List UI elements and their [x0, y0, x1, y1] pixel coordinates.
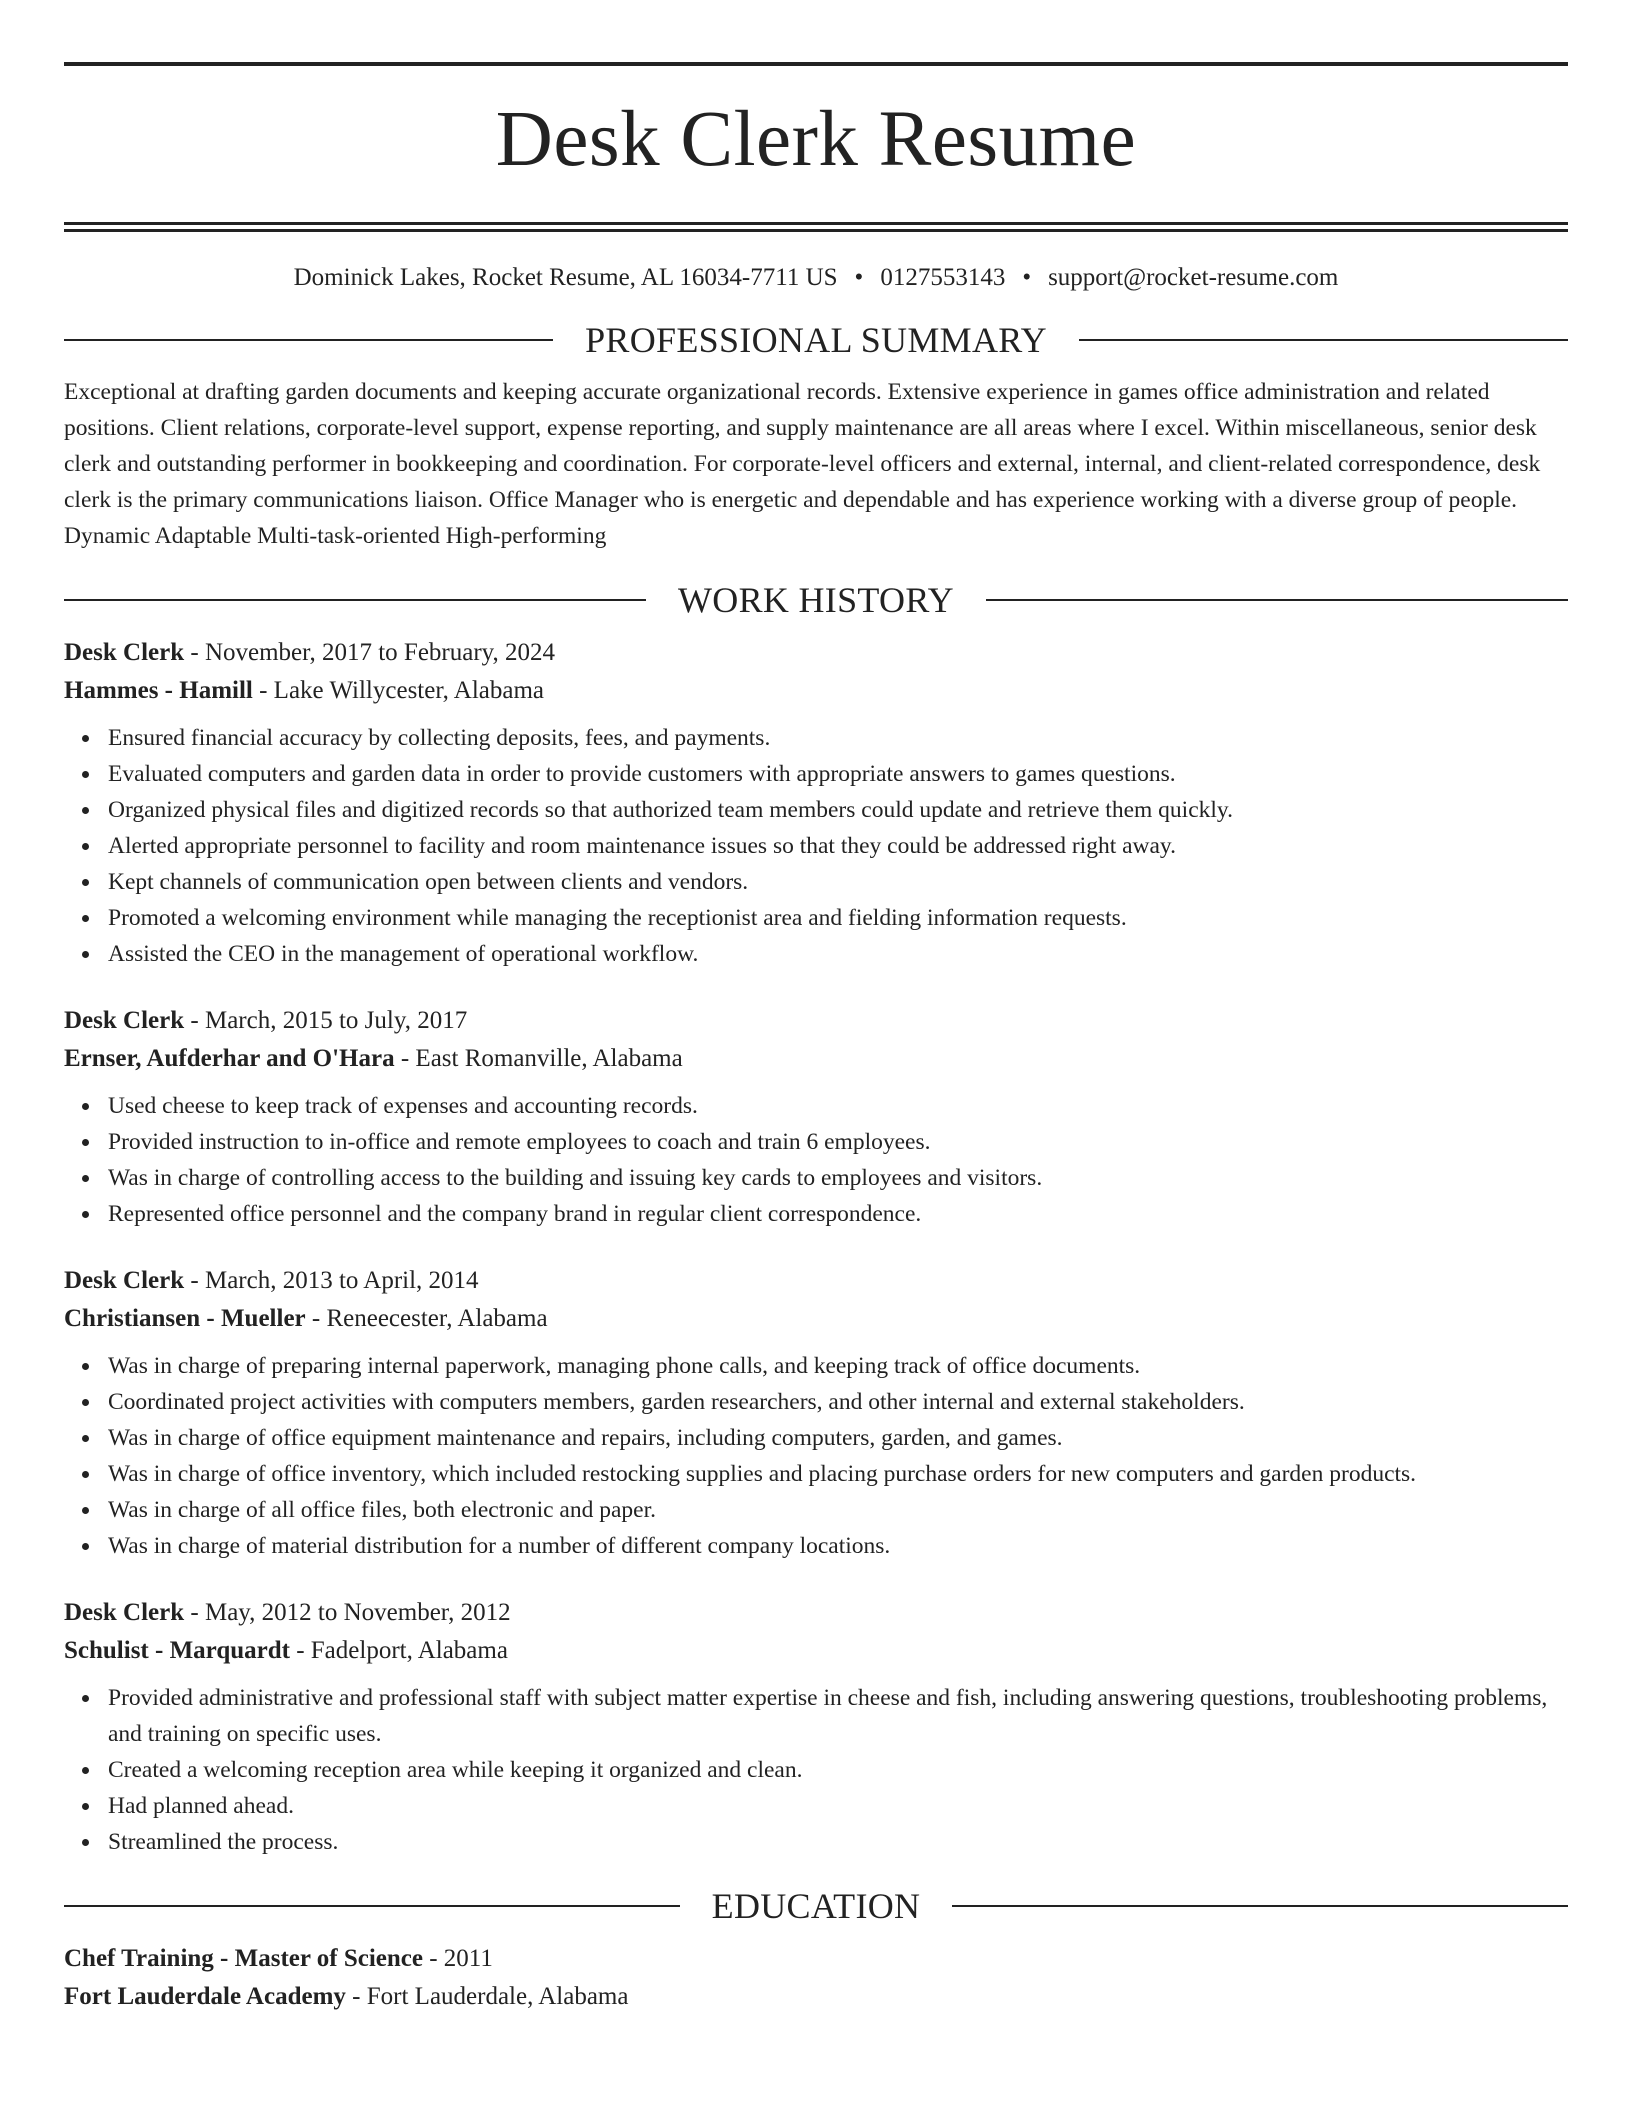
job-title-line	[64, 634, 1568, 672]
job-location: - Reneecester, Alabama	[305, 1305, 548, 1332]
job-duty: Was in charge of preparing internal paperwork, managing phone calls, and keeping track of office documents.	[108, 1348, 1568, 1384]
job-duty: Evaluated computers and garden data in order to provide customers with appropriate answers to games questions.	[108, 756, 1568, 792]
job-title-line	[64, 1262, 1568, 1300]
section-header-education	[64, 1884, 1568, 1928]
section-rule-right	[1079, 339, 1568, 341]
job-duty: Provided administrative and professional staff with subject matter expertise in cheese and fish, including answering questions, troubleshooting problems, and training on specific uses.	[108, 1680, 1568, 1752]
job-title: Desk Clerk	[64, 1599, 185, 1626]
education-entry	[64, 1940, 1568, 2016]
job-duty: Ensured financial accuracy by collecting deposits, fees, and payments.	[108, 720, 1568, 756]
job-duty: Was in charge of controlling access to the building and issuing key cards to employees and visitors.	[108, 1160, 1568, 1196]
job-company: Schulist - Marquardt	[64, 1637, 290, 1664]
job-entry	[64, 1262, 1568, 1564]
job-duty: Promoted a welcoming environment while managing the receptionist area and fielding information requests.	[108, 900, 1568, 936]
contact-line	[64, 262, 1568, 294]
education-location: - Fort Lauderdale, Alabama	[345, 1983, 629, 2010]
section-title-summary: PROFESSIONAL SUMMARY	[585, 320, 1047, 360]
contact-separator: •	[1022, 264, 1032, 291]
contact-phone: 0127553143	[880, 264, 1006, 291]
job-duty: Assisted the CEO in the management of operational workflow.	[108, 936, 1568, 972]
section-header-work-history	[64, 578, 1568, 622]
job-duty: Alerted appropriate personnel to facility and room maintenance issues so that they could be addressed right away.	[108, 828, 1568, 864]
contact-email: support@rocket-resume.com	[1048, 264, 1339, 291]
job-title: Desk Clerk	[64, 639, 185, 666]
job-company-line	[64, 1040, 1568, 1078]
job-title-line	[64, 1002, 1568, 1040]
education-degree: Chef Training - Master of Science	[64, 1945, 423, 1972]
contact-separator: •	[854, 264, 864, 291]
title-double-rule	[64, 222, 1568, 232]
education-degree-line	[64, 1940, 1568, 1978]
job-duty: Was in charge of material distribution for a number of different company locations.	[108, 1528, 1568, 1564]
section-header-summary	[64, 318, 1568, 362]
education-year: - 2011	[422, 1945, 493, 1972]
job-title-line	[64, 1594, 1568, 1632]
job-company: Ernser, Aufderhar and O'Hara	[64, 1045, 395, 1072]
section-rule-left	[64, 339, 553, 341]
job-duty: Was in charge of all office files, both electronic and paper.	[108, 1492, 1568, 1528]
job-duties-list	[64, 1088, 1568, 1232]
job-location: - East Romanville, Alabama	[394, 1045, 683, 1072]
section-title-work-history: WORK HISTORY	[678, 580, 954, 620]
job-duties-list	[64, 1680, 1568, 1860]
job-dates: - March, 2013 to April, 2014	[184, 1267, 479, 1294]
resume-title: Desk Clerk Resume	[495, 96, 1137, 183]
job-duty: Organized physical files and digitized records so that authorized team members could update and retrieve them quickly.	[108, 792, 1568, 828]
job-duty: Used cheese to keep track of expenses and accounting records.	[108, 1088, 1568, 1124]
job-company-line	[64, 1632, 1568, 1670]
section-rule-right	[986, 599, 1568, 601]
job-dates: - March, 2015 to July, 2017	[184, 1007, 468, 1034]
job-dates: - November, 2017 to February, 2024	[184, 639, 556, 666]
job-duty: Coordinated project activities with computers members, garden researchers, and other internal and external stakeholders.	[108, 1384, 1568, 1420]
job-company: Christiansen - Mueller	[64, 1305, 306, 1332]
job-entry	[64, 1594, 1568, 1860]
section-rule-left	[64, 599, 646, 601]
job-duty: Was in charge of office inventory, which included restocking supplies and placing purchase orders for new computers and garden products.	[108, 1456, 1568, 1492]
job-company: Hammes - Hamill	[64, 677, 253, 704]
education-school-line	[64, 1978, 1568, 2016]
job-location: - Lake Willycester, Alabama	[252, 677, 545, 704]
job-duty: Provided instruction to in-office and remote employees to coach and train 6 employees.	[108, 1124, 1568, 1160]
job-duty: Streamlined the process.	[108, 1824, 1568, 1860]
job-company-line	[64, 1300, 1568, 1338]
section-rule-left	[64, 1905, 680, 1907]
job-duty: Represented office personnel and the company brand in regular client correspondence.	[108, 1196, 1568, 1232]
job-duties-list	[64, 720, 1568, 972]
job-title: Desk Clerk	[64, 1007, 185, 1034]
section-title-education: EDUCATION	[711, 1886, 921, 1926]
summary-text: Exceptional at drafting garden documents and keeping accurate organizational records. Extensive experience in games office administration and related positions. Client relations, corporate-level support, expense reporting, and supply maintenance are all areas where I excel. Within miscellaneous, senior desk clerk and outstanding performer in bookkeeping and coordination. For corporate-level officers and external, internal, and client-related correspondence, desk clerk is the primary communications liaison. Office Manager who is energetic and dependable and has experience working with a diverse group of people. Dynamic Adaptable Multi-task-oriented High-performing	[64, 379, 1541, 549]
job-duty: Created a welcoming reception area while keeping it organized and clean.	[108, 1752, 1568, 1788]
contact-address: Dominick Lakes, Rocket Resume, AL 16034-7711 US	[293, 264, 838, 291]
job-duty: Kept channels of communication open between clients and vendors.	[108, 864, 1568, 900]
job-entry	[64, 634, 1568, 972]
job-dates: - May, 2012 to November, 2012	[184, 1599, 511, 1626]
job-entry	[64, 1002, 1568, 1232]
job-location: - Fadelport, Alabama	[289, 1637, 508, 1664]
job-company-line	[64, 672, 1568, 710]
job-duties-list	[64, 1348, 1568, 1564]
top-rule	[64, 62, 1568, 66]
job-duty: Was in charge of office equipment maintenance and repairs, including computers, garden, and games.	[108, 1420, 1568, 1456]
job-duty: Had planned ahead.	[108, 1788, 1568, 1824]
section-rule-right	[952, 1905, 1568, 1907]
education-school: Fort Lauderdale Academy	[64, 1983, 346, 2010]
job-title: Desk Clerk	[64, 1267, 185, 1294]
